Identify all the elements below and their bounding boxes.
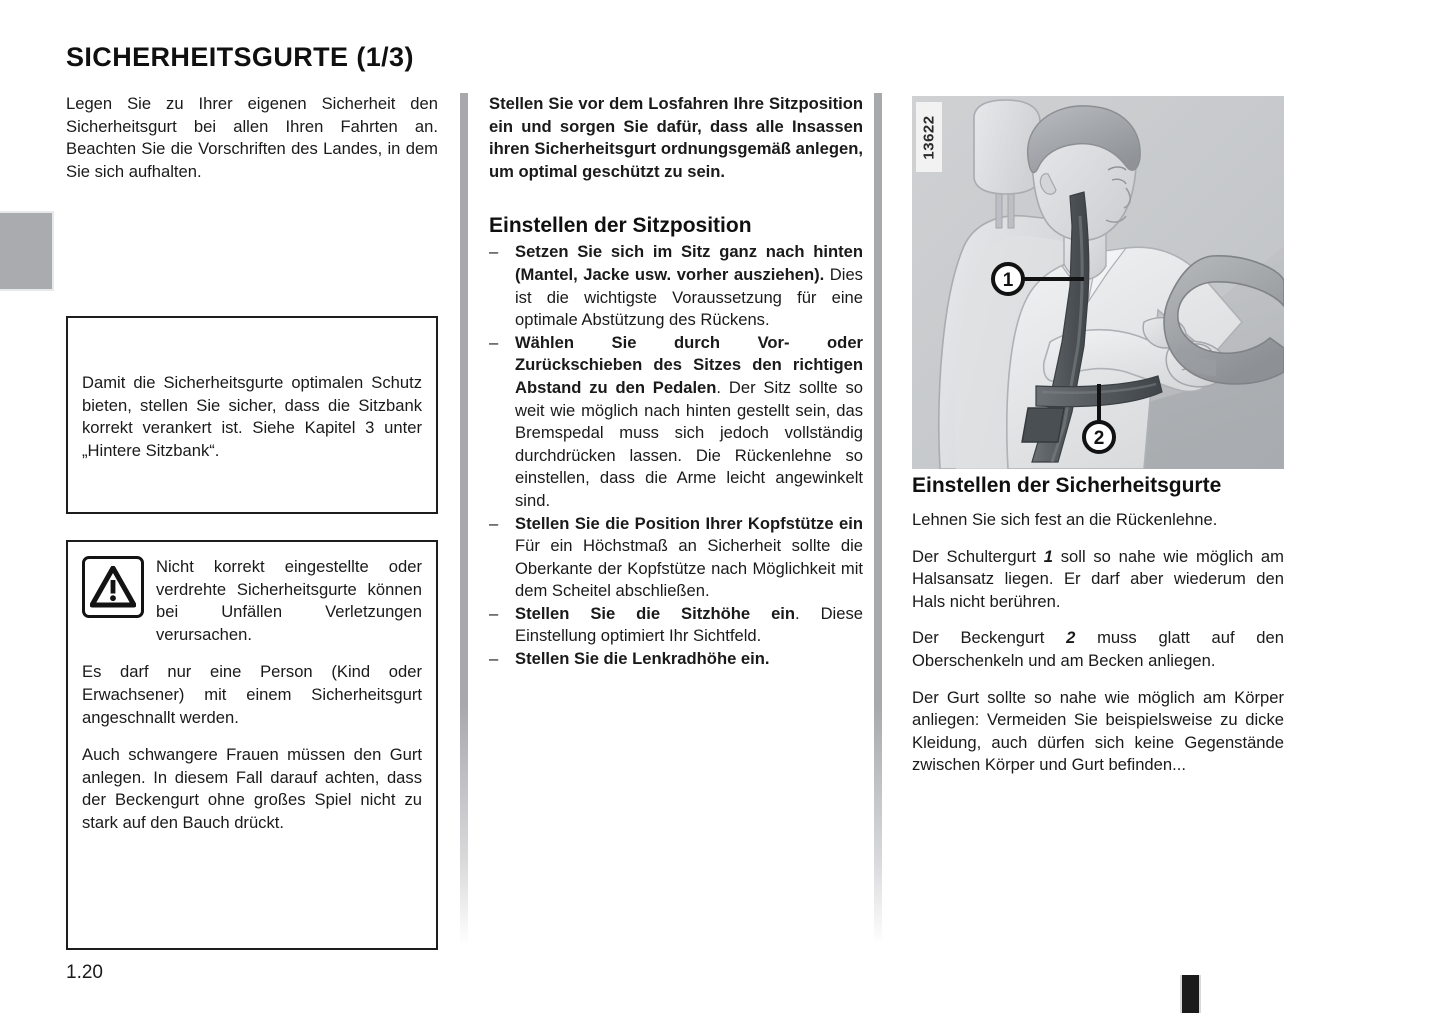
warning-head <box>82 556 422 646</box>
list-item <box>489 241 863 331</box>
seatbelt-paragraph-4: Der Gurt sollte so nahe wie möglich am Körper anliegen: Vermeiden Sie beispielsweise zu dicke Kleidung, auch dürfen sich keine Gegenstände zwischen Körper und Gurt befinden... <box>912 687 1284 775</box>
column-two <box>489 93 863 671</box>
section-heading-seat-position: Einstellen der Sitzposition <box>489 214 752 238</box>
bold-intro-paragraph: Stellen Sie vor dem Losfahren Ihre Sitzposition ein und sorgen Sie dafür, dass alle Insassen ihren Sicherheitsgurt ordnungsgemäß anlegen, um optimal geschützt zu sein. <box>489 94 863 181</box>
column-divider-1 <box>460 93 468 945</box>
column-three <box>912 473 1284 791</box>
chapter-edge-tab <box>0 211 54 291</box>
seatbelt-paragraph-1: Lehnen Sie sich fest an die Rückenlehne. <box>912 510 1218 529</box>
figure-id-label <box>916 102 942 172</box>
p3-part-b: muss glatt auf den Oberschenkeln und am Becken anliegen. <box>912 628 1284 670</box>
warning-paragraph-3: Auch schwangere Frauen müssen den Gurt anlegen. In diesem Fall darauf achten, dass der Beckengurt ohne großes Spiel nicht zu stark auf den Bauch drückt. <box>82 745 422 832</box>
svg-text:1: 1 <box>1002 270 1014 291</box>
page-number: 1.20 <box>66 962 103 983</box>
list-item-bold: Wählen Sie durch Vor- oder Zurückschieben des Sitzes den richtigen Abstand zu den Pedalen <box>515 332 863 397</box>
seatbelt-paragraph-2 <box>912 546 1284 614</box>
seatbelt-figure <box>912 96 1284 469</box>
warning-text: Nicht korrekt eingestellte oder verdrehte Sicherheitsgurte können bei Unfällen Verletzungen verursachen. <box>156 557 422 644</box>
info-note-text: Damit die Sicherheitsgurte optimalen Schutz bieten, stellen Sie sicher, dass die Sitzbank korrekt verankert ist. Siehe Kapitel 3 unter „Hintere Sitzbank“. <box>82 373 422 460</box>
list-item-rest: Für ein Höchstmaß an Sicherheit sollte die Oberkante der Kopfstütze nach Möglichkeit mit dem Scheitel abschließen. <box>515 536 863 601</box>
seat-position-list <box>489 241 863 670</box>
column-divider-2 <box>874 93 882 945</box>
list-bullet-dash: – <box>489 242 499 262</box>
p3-part-a: Der Beckengurt <box>912 628 1067 648</box>
list-bullet-dash: – <box>489 513 499 533</box>
list-item-bold: Setzen Sie sich im Sitz ganz nach hinten (Mantel, Jacke usw. vorher ausziehen). <box>515 242 863 284</box>
list-item-bold: Stellen Sie die Lenkradhöhe ein. <box>515 649 770 669</box>
svg-text:2: 2 <box>1093 428 1105 449</box>
list-item-rest: . Der Sitz sollte so weit wie möglich nach hinten gestellt sein, das Bremspedal muss sich jedoch vollständig durchdrücken lassen. Die Rückenlehne so einstellen, dass die Arme leicht angewinkelt sind. <box>515 377 863 510</box>
column-one <box>66 93 438 197</box>
info-note-box <box>66 316 438 514</box>
list-item <box>489 648 863 671</box>
warning-paragraph-2: Es darf nur eine Person (Kind oder Erwachsener) mit einem Sicherheitsgurt angeschnallt werden. <box>82 662 422 727</box>
list-item-rest: . Diese Einstellung optimiert Ihr Sichtfeld. <box>515 603 863 646</box>
list-bullet-dash: – <box>489 649 499 669</box>
list-item <box>489 332 863 513</box>
list-item <box>489 513 863 603</box>
p2-part-b: soll so nahe wie möglich am Halsansatz liegen. Er darf aber wiederum den Hals nicht berühren. <box>912 546 1284 611</box>
p2-callout-number: 1 <box>1043 546 1053 566</box>
seatbelt-paragraph-3 <box>912 627 1284 672</box>
figure-id-text: 13622 <box>920 114 938 160</box>
page-title <box>66 42 414 73</box>
warning-note-box <box>66 540 438 950</box>
warning-triangle-icon <box>82 556 144 618</box>
page-title-main: SICHERHEITSGURTE <box>66 42 349 72</box>
list-item <box>489 603 863 648</box>
p2-part-a: Der Schultergurt <box>912 546 1044 566</box>
section-heading-seatbelt-adjust: Einstellen der Sicherheitsgurte <box>912 474 1222 497</box>
p3-callout-number: 2 <box>1066 628 1076 648</box>
list-item-bold: Stellen Sie die Sitzhöhe ein <box>515 603 796 623</box>
page-title-suffix: (1/3) <box>356 42 414 72</box>
intro-paragraph: Legen Sie zu Ihrer eigenen Sicherheit den Sicherheitsgurt bei allen Ihren Fahrten an. Beachten Sie die Vorschriften des Landes, in dem Sie sich aufhalten. <box>66 94 438 181</box>
list-bullet-dash: – <box>489 603 499 623</box>
page-corner-marker <box>1180 975 1201 1013</box>
list-item-rest: Dies ist die wichtigste Voraussetzung für eine optimale Abstützung des Rückens. <box>515 264 863 330</box>
list-bullet-dash: – <box>489 332 499 352</box>
list-item-bold: Stellen Sie die Position Ihrer Kopfstütze ein <box>515 513 863 533</box>
